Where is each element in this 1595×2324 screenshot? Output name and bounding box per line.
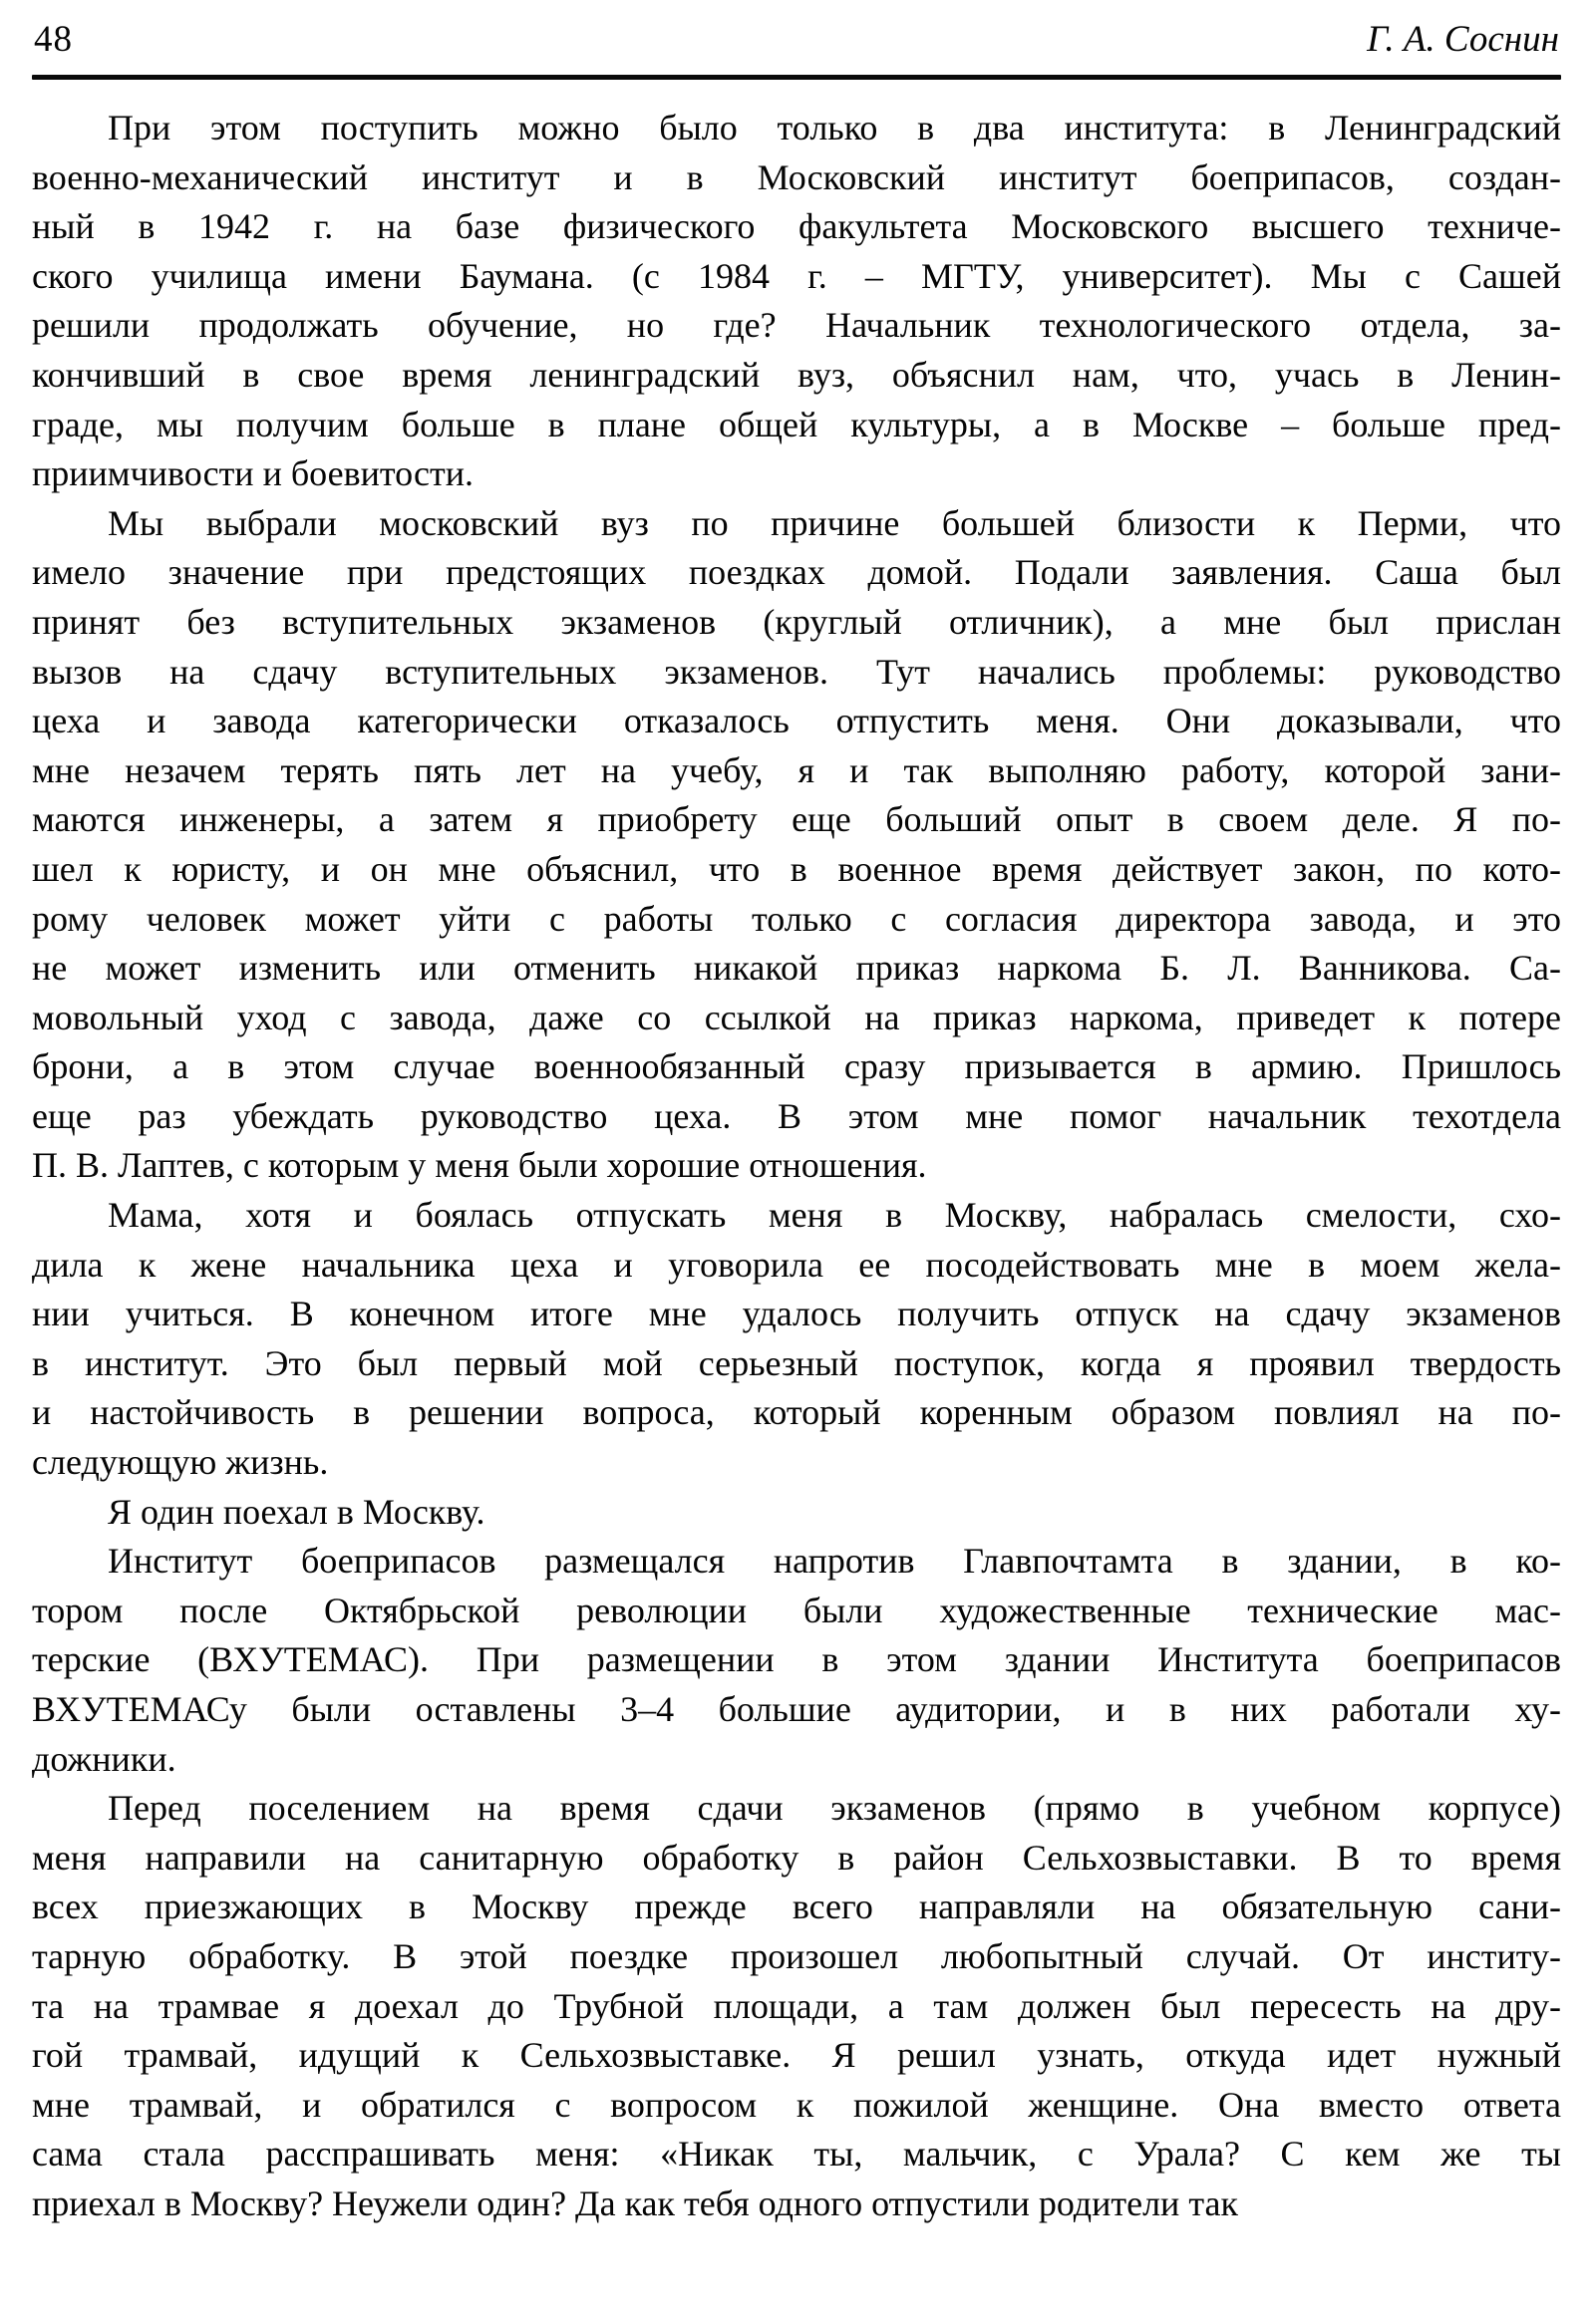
text-line: ный в 1942 г. на базе физического факультета Московского высшего техниче- (32, 206, 1561, 247)
text-line: кончивший в свое время ленинградский вуз, объяснил нам, что, учась в Ленин- (32, 354, 1561, 395)
text-line: Перед поселением на время сдачи экзаменов (прямо в учебном корпусе) (108, 1788, 1561, 1829)
text-line: Я один поехал в Москву. (108, 1491, 485, 1532)
text-line: цеха и завода категорически отказалось отпустить меня. Они доказывали, что (32, 701, 1561, 741)
paragraph (32, 1784, 1561, 2228)
text-line: не может изменить или отменить никакой приказ наркома Б. Л. Ванникова. Са- (32, 948, 1561, 989)
text-line: мне незачем терять пять лет на учебу, я и так выполняю работу, которой зани- (32, 749, 1561, 790)
paragraph (32, 1488, 1561, 1538)
text-line: граде, мы получим больше в плане общей культуры, а в Москве – больше пред- (32, 404, 1561, 444)
text-line: маются инженеры, а затем я приобрету еще больший опыт в своем деле. Я по- (32, 799, 1561, 840)
paragraph (32, 499, 1561, 1191)
text-line: Мы выбрали московский вуз по причине большей близости к Перми, что (108, 502, 1561, 543)
text-line: тарную обработку. В этой поездке произошел любопытный случай. От институ- (32, 1935, 1561, 1976)
paragraph (32, 1537, 1561, 1784)
text-line: ВХУТЕМАСу были оставлены 3–4 большие аудитории, и в них работали ху- (32, 1689, 1561, 1729)
text-line: терские (ВХУТЕМАС). При размещении в этом здании Института боеприпасов (32, 1639, 1561, 1680)
paragraph (32, 1191, 1561, 1488)
text-line: При этом поступить можно было только в два института: в Ленинградский (108, 108, 1561, 147)
text-line: мне трамвай, и обратился с вопросом к пожилой женщине. Она вместо ответа (32, 2084, 1561, 2125)
text-line: приимчивости и боевитости. (32, 453, 474, 494)
text-line: тором после Октябрьской революции были художественные технические мас- (32, 1590, 1561, 1630)
text-line: брони, а в этом случае военнообязанный сразу призывается в армию. Пришлось (32, 1046, 1561, 1087)
text-line: Мама, хотя и боялась отпускать меня в Москву, набралась смелости, схо- (108, 1195, 1561, 1236)
text-line: решили продолжать обучение, но где? Начальник технологического отдела, за- (32, 305, 1561, 346)
text-line: рому человек может уйти с работы только с согласия директора завода, и это (32, 898, 1561, 939)
text-line: имело значение при предстоящих поездках домой. Подали заявления. Саша был (32, 552, 1561, 593)
text-line: принят без вступительных экзаменов (круглый отличник), а мне был прислан (32, 601, 1561, 642)
text-line: вызов на сдачу вступительных экзаменов. Тут начались проблемы: руководство (32, 651, 1561, 692)
text-line: П. В. Лаптев, с которым у меня были хорошие отношения. (32, 1145, 927, 1186)
text-line: Институт боеприпасов размещался напротив Главпочтамта в здании, в ко- (108, 1541, 1561, 1582)
text-line: сама стала расспрашивать меня: «Никак ты, мальчик, с Урала? С кем же ты (32, 2134, 1561, 2175)
text-line: приехал в Москву? Неужели один? Да как тебя одного отпустили родители так (32, 2182, 1238, 2223)
text-line: ского училища имени Баумана. (с 1984 г. – МГТУ, университет). Мы с Сашей (32, 255, 1561, 296)
text-line: та на трамвае я доехал до Трубной площади, а там должен был пересесть на дру- (32, 1985, 1561, 2026)
text-line: военно-механический институт и в Московский институт боеприпасов, создан- (32, 156, 1561, 197)
page-header (32, 14, 1561, 66)
text-line: нии учиться. В конечном итоге мне удалось получить отпуск на сдачу экзаменов (32, 1294, 1561, 1334)
text-line: и настойчивость в решении вопроса, который коренным образом повлиял на по- (32, 1392, 1561, 1433)
page-number: 48 (34, 19, 73, 60)
text-block (32, 104, 1561, 2229)
header-rule (32, 75, 1561, 80)
text-line: в институт. Это был первый мой серьезный поступок, когда я проявил твердость (32, 1342, 1561, 1383)
text-line: мовольный уход с завода, даже со ссылкой на приказ наркома, приведет к потере (32, 997, 1561, 1037)
text-line: шел к юристу, и он мне объяснил, что в военное время действует закон, по кото- (32, 848, 1561, 889)
text-line: следующую жизнь. (32, 1442, 329, 1483)
paragraph (32, 104, 1561, 499)
text-line: всех приезжающих в Москву прежде всего направляли на обязательную сани- (32, 1887, 1561, 1927)
text-line: дожники. (32, 1738, 176, 1779)
text-line: меня направили на санитарную обработку в район Сельхозвыставки. В то время (32, 1837, 1561, 1878)
text-line: дила к жене начальника цеха и уговорила ее посодействовать мне в моем жела- (32, 1244, 1561, 1285)
text-line: еще раз убеждать руководство цеха. В этом мне помог начальник техотдела (32, 1095, 1561, 1136)
text-line: гой трамвай, идущий к Сельхозвыставке. Я решил узнать, откуда идет нужный (32, 2035, 1561, 2076)
running-head-author: Г. А. Соснин (1367, 19, 1559, 60)
